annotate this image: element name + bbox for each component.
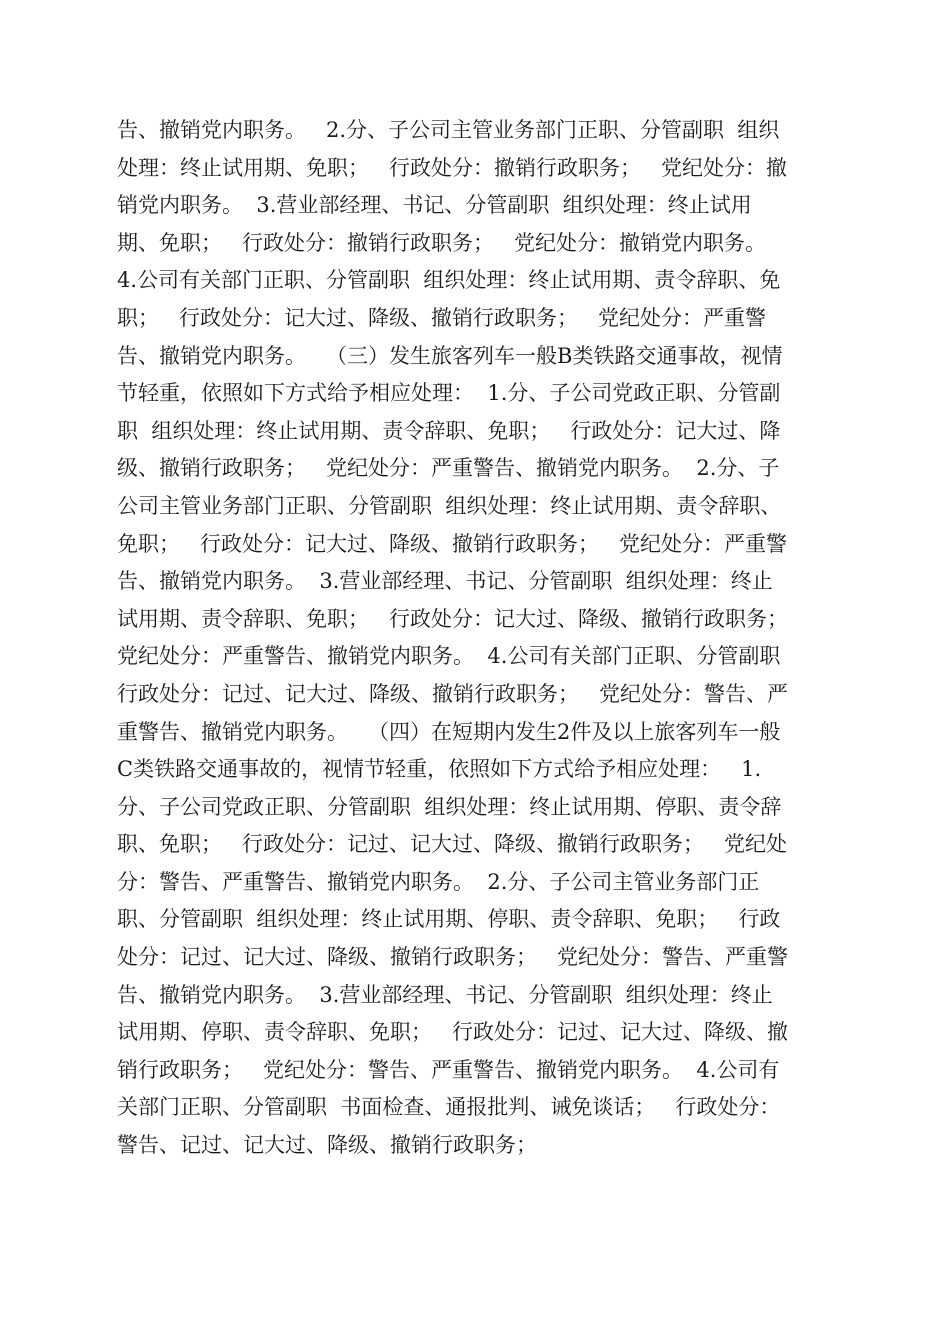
text-line: 销行政职务； 党纪处分：警告、严重警告、撤销党内职务。 4.公司有 <box>117 1057 780 1082</box>
text-line: C类铁路交通事故的，视情节轻重，依照如下方式给予相应处理： 1. <box>117 757 762 782</box>
text-line: 节轻重，依照如下方式给予相应处理： 1.分、子公司党政正职、分管副 <box>117 381 781 406</box>
text-line: 处分：记过、记大过、降级、撤销行政职务； 党纪处分：警告、严重警 <box>117 945 789 970</box>
text-line: 职； 行政处分：记大过、降级、撤销行政职务； 党纪处分：严重警 <box>117 305 767 330</box>
document-body-text <box>117 112 837 1165</box>
text-line: 职、免职； 行政处分：记过、记大过、降级、撤销行政职务； 党纪处 <box>117 832 788 857</box>
text-line: 职、分管副职 组织处理：终止试用期、停职、责令辞职、免职； 行政 <box>117 907 781 932</box>
text-line: 告、撤销党内职务。 2.分、子公司主管业务部门正职、分管副职 组织 <box>117 118 780 142</box>
text-line: 重警告、撤销党内职务。 （四）在短期内发生2件及以上旅客列车一般 <box>117 719 781 744</box>
text-line: 公司主管业务部门正职、分管副职 组织处理：终止试用期、责令辞职、 <box>117 493 782 518</box>
text-line: 告、撤销党内职务。 （三）发生旅客列车一般B类铁路交通事故，视情 <box>117 343 783 368</box>
text-line: 告、撤销党内职务。 3.营业部经理、书记、分管副职 组织处理：终止 <box>117 569 773 594</box>
text-line: 级、撤销行政职务； 党纪处分：严重警告、撤销党内职务。 2.分、子 <box>117 456 780 481</box>
text-line: 试用期、停职、责令辞职、免职； 行政处分：记过、记大过、降级、撤 <box>117 1020 789 1045</box>
text-line: 警告、记过、记大过、降级、撤销行政职务； <box>117 1133 537 1158</box>
text-line: 销党内职务。 3.营业部经理、书记、分管副职 组织处理：终止试用 <box>117 193 752 218</box>
text-line: 期、免职； 行政处分：撤销行政职务； 党纪处分：撤销党内职务。 <box>117 230 767 255</box>
text-line: 分、子公司党政正职、分管副职 组织处理：终止试用期、停职、责令辞 <box>117 794 782 819</box>
text-line: 行政处分：记过、记大过、降级、撤销行政职务； 党纪处分：警告、严 <box>117 681 789 706</box>
text-line: 职 组织处理：终止试用期、责令辞职、免职； 行政处分：记大过、降 <box>117 418 781 443</box>
text-line: 试用期、责令辞职、免职； 行政处分：记大过、降级、撤销行政职务； <box>117 606 789 631</box>
text-line: 4.公司有关部门正职、分管副职 组织处理：终止试用期、责令辞职、免 <box>117 268 781 293</box>
text-line: 分：警告、严重警告、撤销党内职务。 2.分、子公司主管业务部门正 <box>117 869 760 894</box>
text-line: 处理：终止试用期、免职； 行政处分：撤销行政职务； 党纪处分：撤 <box>117 155 788 180</box>
text-line: 告、撤销党内职务。 3.营业部经理、书记、分管副职 组织处理：终止 <box>117 982 773 1007</box>
text-line: 关部门正职、分管副职 书面检查、通报批判、诫免谈话； 行政处分： <box>117 1095 781 1120</box>
text-line: 党纪处分：严重警告、撤销党内职务。 4.公司有关部门正职、分管副职 <box>117 644 781 669</box>
text-line: 免职； 行政处分：记大过、降级、撤销行政职务； 党纪处分：严重警 <box>117 531 788 556</box>
